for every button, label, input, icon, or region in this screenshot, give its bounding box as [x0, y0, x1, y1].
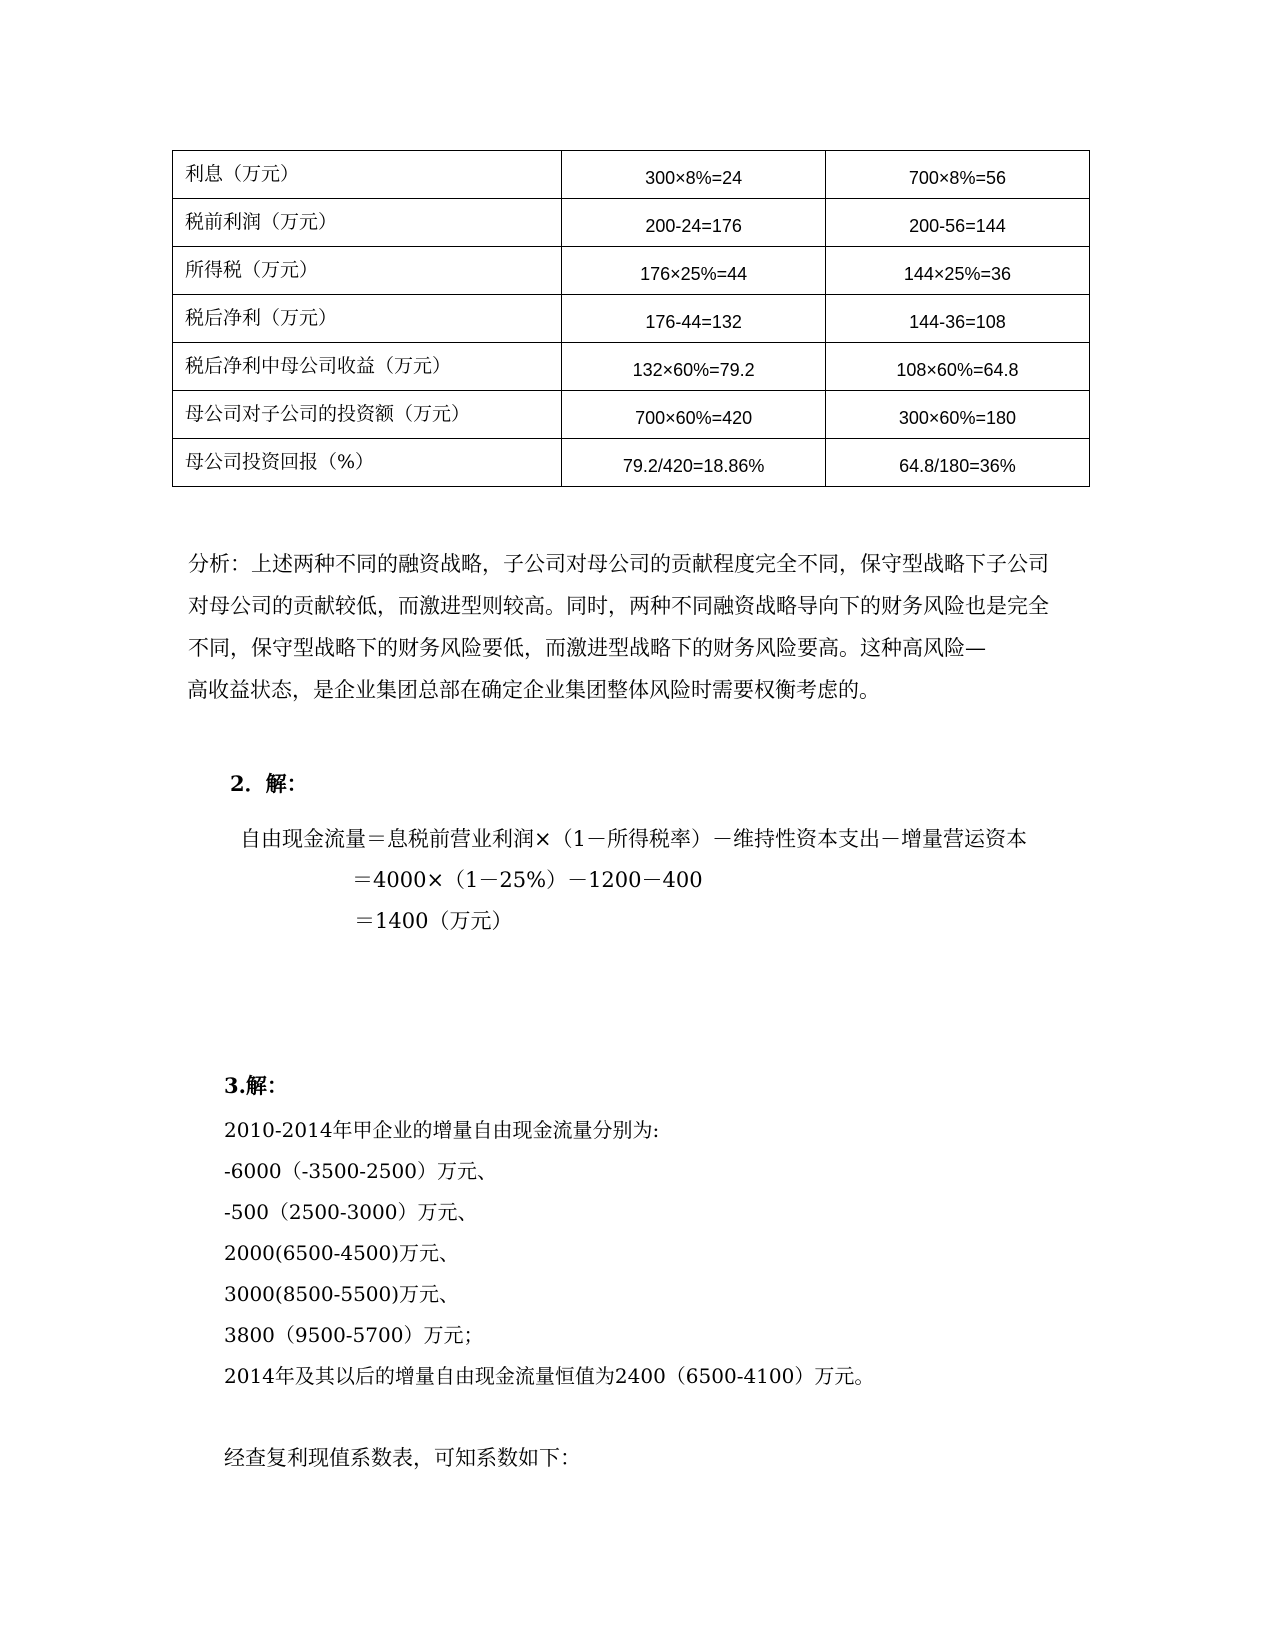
- analysis-line: 不同，保守型战略下的财务风险要低，而激进型战略下的财务风险要高。这种高风险—: [188, 636, 986, 660]
- table-row: [173, 343, 1090, 391]
- list-item: -500（2500-3000）万元、: [224, 1200, 478, 1224]
- analysis-paragraph: [188, 543, 1098, 711]
- conservative-value: 700×60%=420: [562, 391, 826, 439]
- table-row: [173, 439, 1090, 487]
- aggressive-value: 700×8%=56: [825, 151, 1089, 199]
- row-label: 税后净利（万元）: [173, 295, 562, 343]
- row-label: 税后净利中母公司收益（万元）: [173, 343, 562, 391]
- conservative-value: 132×60%=79.2: [562, 343, 826, 391]
- list-item: 3800（9500-5700）万元；: [224, 1323, 484, 1347]
- aggressive-value: 144-36=108: [825, 295, 1089, 343]
- row-label: 所得税（万元）: [173, 247, 562, 295]
- conservative-value: 176×25%=44: [562, 247, 826, 295]
- list-item: 2010-2014年甲企业的增量自由现金流量分别为:: [224, 1118, 660, 1142]
- table-row: [173, 247, 1090, 295]
- analysis-line: 分析：上述两种不同的融资战略，子公司对母公司的贡献程度完全不同，保守型战略下子公司: [188, 552, 1049, 576]
- table-row: [173, 295, 1090, 343]
- conservative-value: 79.2/420=18.86%: [562, 439, 826, 487]
- table-row: [173, 151, 1090, 199]
- conservative-value: 176-44=132: [562, 295, 826, 343]
- financing-comparison-table: [172, 150, 1090, 487]
- row-label: 利息（万元）: [173, 151, 562, 199]
- analysis-line: 高收益状态，是企业集团总部在确定企业集团整体风险时需要权衡考虑的。: [187, 678, 880, 702]
- aggressive-value: 300×60%=180: [825, 391, 1089, 439]
- fcf-result: ＝1400（万元）: [354, 909, 513, 933]
- list-item: 3000(8500-5500)万元、: [224, 1282, 460, 1306]
- aggressive-value: 108×60%=64.8: [825, 343, 1089, 391]
- conservative-value: 300×8%=24: [562, 151, 826, 199]
- incremental-fcf-list: [224, 1110, 874, 1397]
- table-row: [173, 199, 1090, 247]
- list-item: -6000（-3500-2500）万元、: [224, 1159, 497, 1183]
- aggressive-value: 144×25%=36: [825, 247, 1089, 295]
- coefficient-lookup-text: 经查复利现值系数表，可知系数如下：: [224, 1446, 581, 1470]
- aggressive-value: 200-56=144: [825, 199, 1089, 247]
- list-item: 2000(6500-4500)万元、: [224, 1241, 460, 1265]
- row-label: 母公司对子公司的投资额（万元）: [173, 391, 562, 439]
- section-2-heading: 2．解：: [230, 771, 308, 796]
- table-row: [173, 391, 1090, 439]
- row-label: 税前利润（万元）: [173, 199, 562, 247]
- row-label: 母公司投资回报（%）: [173, 439, 562, 487]
- analysis-line: 对母公司的贡献较低，而激进型则较高。同时，两种不同融资战略导向下的财务风险也是完全: [188, 594, 1049, 618]
- fcf-formula: 自由现金流量＝息税前营业利润×（1－所得税率）－维持性资本支出－增量营运资本: [240, 827, 1027, 851]
- section-3-heading: 3.解：: [224, 1073, 288, 1098]
- aggressive-value: 64.8/180=36%: [825, 439, 1089, 487]
- fcf-substitution: ＝4000×（1－25%）－1200－400: [352, 868, 703, 892]
- conservative-value: 200-24=176: [562, 199, 826, 247]
- list-item: 2014年及其以后的增量自由现金流量恒值为2400（6500-4100）万元。: [224, 1364, 875, 1388]
